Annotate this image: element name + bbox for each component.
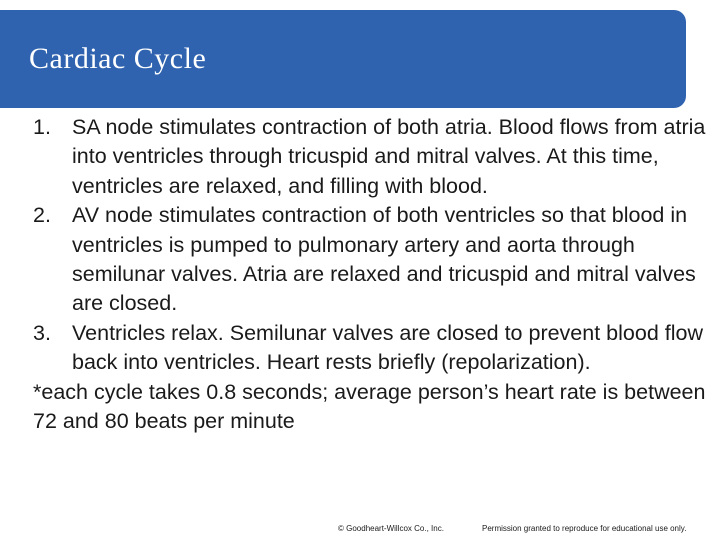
heart-rate-note: *each cycle takes 0.8 seconds; average person’s heart rate is between 72 and 80 beats per minute xyxy=(33,379,706,434)
slide-content xyxy=(0,113,720,436)
slide-title: Cardiac Cycle xyxy=(29,42,207,75)
list-item-number: 1. xyxy=(33,115,51,139)
list-item xyxy=(0,113,720,201)
list-item-number: 3. xyxy=(33,320,51,345)
footer-copyright: © Goodheart-Willcox Co., Inc. xyxy=(338,524,444,533)
list-item xyxy=(0,319,720,378)
footer-permission: Permission granted to reproduce for educational use only. xyxy=(482,524,687,533)
list-item xyxy=(0,201,720,319)
list-item-text: AV node stimulates contraction of both ventricles so that blood in ventricles is pumped to pulmonary artery and aorta through semilunar valves. Atria are relaxed and tricuspid and mitral valves are closed. xyxy=(72,203,696,316)
list-item-text: SA node stimulates contraction of both atria. Blood flows from atria into ventricles through tricuspid and mitral valves. At this time, ventricles are relaxed, and filling with blood. xyxy=(72,115,706,198)
list-item-text: Ventricles relax. Semilunar valves are closed to prevent blood flow back into ventricles. Heart rests briefly (repolarization). xyxy=(72,320,703,375)
list-item-number: 2. xyxy=(33,203,51,228)
